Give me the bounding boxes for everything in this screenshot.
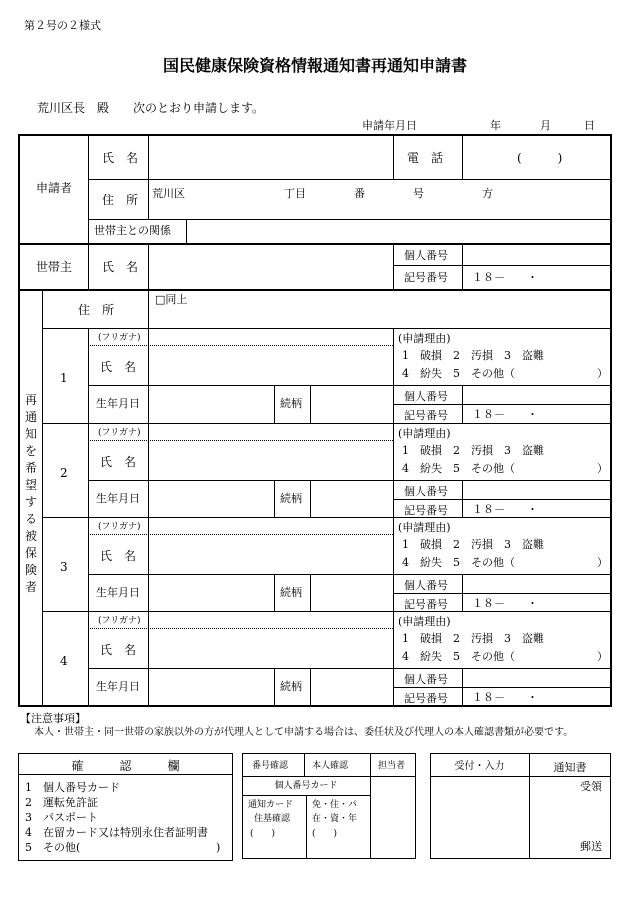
- person-3-birth-field[interactable]: [150, 576, 272, 610]
- person-1-reason-close: ）: [597, 367, 608, 380]
- person-3-birth-label: 生年月日: [96, 586, 140, 599]
- householder-section-label: 世帯主: [36, 260, 73, 274]
- person-1-furigana-field[interactable]: [150, 330, 391, 344]
- insured-vertical-label: [20, 392, 42, 596]
- same-as-above-checkbox[interactable]: □同上: [155, 293, 188, 306]
- person-3-reason-title: (申請理由): [398, 521, 451, 534]
- confirmation-title: 確 認 欄: [71, 759, 180, 773]
- person-2-birth-field[interactable]: [150, 482, 272, 516]
- date-label: 申請年月日: [362, 119, 417, 132]
- applicant-name-label: 氏 名: [102, 151, 139, 165]
- confirm-item-3: 3 パスポート: [25, 811, 98, 824]
- vertical-label-char: 被: [24, 529, 37, 543]
- date-day: 日: [584, 119, 595, 132]
- vertical-label-char: 希: [24, 461, 37, 475]
- person-3-individual-number-label: 個人番号: [404, 579, 448, 592]
- phone-label: 電 話: [407, 151, 444, 165]
- person-4-symbol-number-label: 記号番号: [404, 692, 448, 705]
- id-doc-paren: ( ): [312, 829, 338, 839]
- date-year: 年: [490, 119, 501, 132]
- person-2-furigana-label: (フリガナ): [98, 428, 141, 438]
- vertical-label-char: 通: [24, 410, 37, 424]
- person-1-individual-number-label: 個人番号: [404, 390, 448, 403]
- phone-field[interactable]: ( ): [517, 151, 563, 165]
- relation-label: 世帯主との関係: [94, 224, 171, 237]
- person-3-name-field[interactable]: [150, 536, 391, 573]
- juki-check-label: 住基確認: [254, 814, 291, 824]
- person-4-reason-title: (申請理由): [398, 615, 451, 628]
- person-4-symbol-number-value[interactable]: １８－ ・: [472, 691, 538, 704]
- person-4-name-label: 氏 名: [100, 643, 137, 657]
- person-4-relation-field[interactable]: [312, 670, 391, 704]
- person-2-reason-title: (申請理由): [398, 427, 451, 440]
- person-2-furigana-field[interactable]: [150, 425, 391, 439]
- person-1-birth-label: 生年月日: [96, 397, 140, 410]
- person-3-symbol-number-label: 記号番号: [404, 598, 448, 611]
- person-1-reason-line-2[interactable]: 4 紛失 5 その他（: [402, 367, 515, 380]
- applicant-name-field[interactable]: [150, 137, 391, 177]
- person-4-individual-number-label: 個人番号: [404, 673, 448, 686]
- ban-text: 番: [354, 187, 365, 200]
- notice-card-label: 通知カード: [248, 800, 294, 810]
- addressee-line: 荒川区長 殿 次のとおり申請します。: [37, 101, 265, 115]
- id-doc-line-1: 免・住・パ: [312, 800, 358, 810]
- person-1-birth-field[interactable]: [150, 387, 272, 421]
- go-text: 号: [413, 187, 424, 200]
- vertical-label-char: 保: [24, 546, 37, 560]
- notice-card-paren: ( ): [250, 829, 276, 839]
- person-4-name-field[interactable]: [150, 630, 391, 667]
- person-3-symbol-number-value[interactable]: １８－ ・: [472, 597, 538, 610]
- staff-label: 担当者: [378, 761, 406, 771]
- person-3-furigana-label: (フリガナ): [98, 522, 141, 532]
- notes-title: 【注意事項】: [20, 712, 86, 725]
- vertical-label-char: 知: [24, 427, 37, 441]
- confirm-item-5-close: ): [216, 841, 221, 854]
- vertical-label-char: 望: [24, 478, 37, 492]
- mynumber-card-label: 個人番号カード: [274, 781, 338, 791]
- person-4-number: 4: [60, 654, 68, 668]
- person-3-relation-field[interactable]: [312, 576, 391, 610]
- householder-individual-number-label: 個人番号: [404, 249, 448, 262]
- person-4-relation-label: 続柄: [280, 680, 302, 693]
- person-1-relation-field[interactable]: [312, 387, 391, 421]
- person-4-birth-field[interactable]: [150, 670, 272, 704]
- confirm-item-5: 5 その他(: [25, 841, 81, 854]
- person-1-furigana-label: (フリガナ): [98, 333, 141, 343]
- notes-text: 本人・世帯主・同一世帯の家族以外の方が代理人として申請する場合は、委任状及び代理人の本人確認書類が必要です。: [34, 727, 574, 738]
- person-2-symbol-number-value[interactable]: １８－ ・: [472, 503, 538, 516]
- mailed-label: 郵送: [580, 840, 602, 853]
- person-1-relation-label: 続柄: [280, 397, 302, 410]
- person-1-name-label: 氏 名: [100, 360, 137, 374]
- chome-text: 丁目: [284, 187, 306, 200]
- person-2-name-field[interactable]: [150, 442, 391, 479]
- person-3-number: 3: [60, 560, 68, 574]
- id-doc-line-2: 在・資・年: [312, 814, 358, 824]
- vertical-label-char: す: [24, 495, 37, 509]
- person-2-number: 2: [60, 466, 68, 480]
- vertical-label-char: 険: [24, 563, 37, 577]
- vertical-label-char: る: [24, 512, 37, 526]
- person-4-furigana-label: (フリガナ): [98, 616, 141, 626]
- person-2-birth-label: 生年月日: [96, 492, 140, 505]
- confirm-item-2: 2 運転免許証: [25, 796, 98, 809]
- householder-symbol-number-label: 記号番号: [404, 271, 448, 284]
- person-2-individual-number-label: 個人番号: [404, 485, 448, 498]
- person-2-reason-close: ）: [597, 462, 608, 475]
- person-4-individual-number-field[interactable]: [464, 670, 610, 686]
- householder-name-field[interactable]: [150, 246, 391, 287]
- number-check-label: 番号確認: [252, 761, 289, 771]
- person-2-name-label: 氏 名: [100, 455, 137, 469]
- person-4-furigana-field[interactable]: [150, 613, 391, 627]
- vertical-label-char: 者: [24, 580, 37, 594]
- person-1-individual-number-field[interactable]: [464, 387, 610, 403]
- person-1-symbol-number-value[interactable]: １８－ ・: [472, 408, 538, 421]
- person-2-relation-field[interactable]: [312, 482, 391, 516]
- notice-label: 通知書: [553, 761, 587, 774]
- person-4-reason-line-2[interactable]: 4 紛失 5 その他（: [402, 650, 515, 663]
- applicant-section-label: 申請者: [36, 181, 73, 195]
- person-4-reason-close: ）: [597, 650, 608, 663]
- form-number: 第２号の２様式: [24, 19, 101, 32]
- person-1-reason-title: (申請理由): [398, 332, 451, 345]
- person-1-number: 1: [60, 371, 68, 385]
- person-2-reason-line-2[interactable]: 4 紛失 5 その他（: [402, 462, 515, 475]
- insured-address-label: 住 所: [78, 303, 115, 317]
- person-1-reason-line-1[interactable]: 1 破損 2 汚損 3 盗難: [402, 349, 544, 362]
- person-2-relation-label: 続柄: [280, 492, 302, 505]
- page-title: 国民健康保険資格情報通知書再通知申請書: [162, 56, 467, 75]
- person-3-name-label: 氏 名: [100, 549, 137, 563]
- person-4-reason-line-1[interactable]: 1 破損 2 汚損 3 盗難: [402, 632, 544, 645]
- person-4-birth-label: 生年月日: [96, 680, 140, 693]
- person-1-name-field[interactable]: [150, 347, 391, 384]
- person-3-reason-close: ）: [597, 556, 608, 569]
- kata-text: 方: [482, 187, 493, 200]
- householder-symbol-number-value[interactable]: １８－ ・: [472, 271, 538, 284]
- person-3-reason-line-2[interactable]: 4 紛失 5 その他（: [402, 556, 515, 569]
- person-2-symbol-number-label: 記号番号: [404, 504, 448, 517]
- person-3-reason-line-1[interactable]: 1 破損 2 汚損 3 盗難: [402, 538, 544, 551]
- person-3-individual-number-field[interactable]: [464, 576, 610, 592]
- person-3-relation-label: 続柄: [280, 586, 302, 599]
- person-2-reason-line-1[interactable]: 1 破損 2 汚損 3 盗難: [402, 444, 544, 457]
- householder-name-label: 氏 名: [102, 260, 139, 274]
- vertical-label-char: を: [24, 444, 37, 458]
- confirm-item-1: 1 個人番号カード: [25, 781, 120, 794]
- person-1-symbol-number-label: 記号番号: [404, 409, 448, 422]
- person-2-individual-number-field[interactable]: [464, 482, 610, 498]
- applicant-address-label: 住 所: [102, 193, 139, 207]
- person-3-furigana-field[interactable]: [150, 519, 391, 533]
- identity-check-label: 本人確認: [312, 761, 349, 771]
- confirm-item-4: 4 在留カード又は特別永住者証明書: [25, 826, 208, 839]
- reception-label: 受付・入力: [454, 761, 505, 772]
- vertical-label-char: 再: [24, 393, 37, 407]
- ward-text: 荒川区: [152, 187, 185, 200]
- date-month: 月: [540, 119, 551, 132]
- relation-field[interactable]: [188, 221, 610, 241]
- received-label: 受領: [580, 780, 602, 793]
